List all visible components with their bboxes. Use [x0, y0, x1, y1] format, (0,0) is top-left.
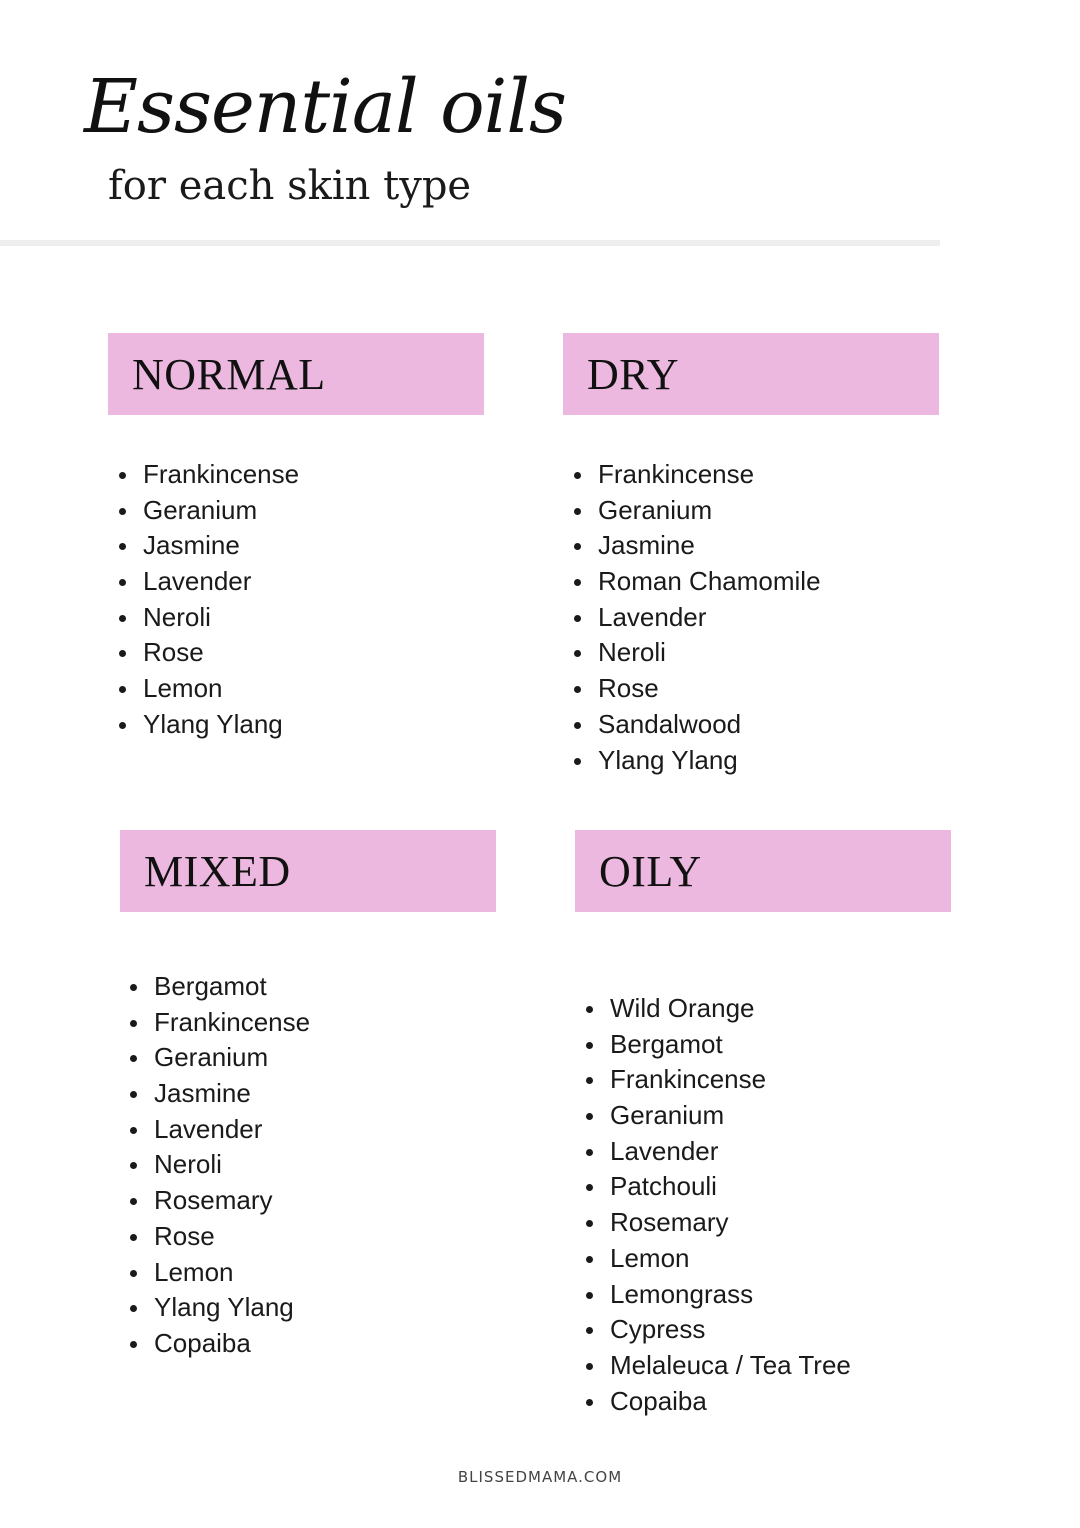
list-item: Copaiba — [586, 1384, 851, 1420]
list-item: Frankincense — [574, 457, 821, 493]
section-label-oily: OILY — [599, 846, 702, 896]
list-item: Neroli — [130, 1147, 310, 1183]
list-item: Lavender — [586, 1134, 851, 1170]
list-item: Lemon — [586, 1241, 851, 1277]
list-item: Geranium — [130, 1040, 310, 1076]
list-item: Neroli — [574, 635, 821, 671]
section-header-normal — [108, 333, 484, 415]
footer-site-name: BLISSEDMAMA.COM — [457, 1468, 623, 1486]
list-item: Sandalwood — [574, 707, 821, 743]
list-item: Frankincense — [130, 1005, 310, 1041]
list-item: Frankincense — [586, 1062, 851, 1098]
list-item: Lavender — [119, 564, 299, 600]
list-item: Rosemary — [130, 1183, 310, 1219]
list-item: Geranium — [119, 493, 299, 529]
page-subtitle: for each skin type — [108, 163, 472, 209]
list-item: Bergamot — [586, 1027, 851, 1063]
list-item: Ylang Ylang — [130, 1290, 310, 1326]
list-item: Copaiba — [130, 1326, 310, 1362]
list-item: Cypress — [586, 1312, 851, 1348]
section-header-dry — [563, 333, 939, 415]
list-item: Melaleuca / Tea Tree — [586, 1348, 851, 1384]
list-item: Rose — [130, 1219, 310, 1255]
list-item: Rosemary — [586, 1205, 851, 1241]
oil-list-normal — [119, 457, 299, 743]
list-item: Roman Chamomile — [574, 564, 821, 600]
oil-list-dry — [574, 457, 821, 778]
header-divider — [0, 240, 940, 246]
list-item: Geranium — [586, 1098, 851, 1134]
section-header-oily — [575, 830, 951, 912]
oil-list-oily — [586, 991, 851, 1419]
section-label-dry: DRY — [587, 349, 679, 399]
list-item: Lemon — [119, 671, 299, 707]
list-item: Lavender — [574, 600, 821, 636]
list-item: Jasmine — [130, 1076, 310, 1112]
section-label-mixed: MIXED — [144, 846, 291, 896]
section-label-normal: NORMAL — [132, 349, 326, 399]
list-item: Lavender — [130, 1112, 310, 1148]
list-item: Ylang Ylang — [574, 743, 821, 779]
list-item: Patchouli — [586, 1169, 851, 1205]
list-item: Wild Orange — [586, 991, 851, 1027]
section-header-mixed — [120, 830, 496, 912]
list-item: Rose — [119, 635, 299, 671]
list-item: Bergamot — [130, 969, 310, 1005]
list-item: Ylang Ylang — [119, 707, 299, 743]
list-item: Lemon — [130, 1255, 310, 1291]
list-item: Neroli — [119, 600, 299, 636]
list-item: Lemongrass — [586, 1277, 851, 1313]
list-item: Geranium — [574, 493, 821, 529]
list-item: Jasmine — [574, 528, 821, 564]
page-title: Essential oils — [84, 64, 566, 150]
list-item: Rose — [574, 671, 821, 707]
list-item: Frankincense — [119, 457, 299, 493]
list-item: Jasmine — [119, 528, 299, 564]
oil-list-mixed — [130, 969, 310, 1362]
